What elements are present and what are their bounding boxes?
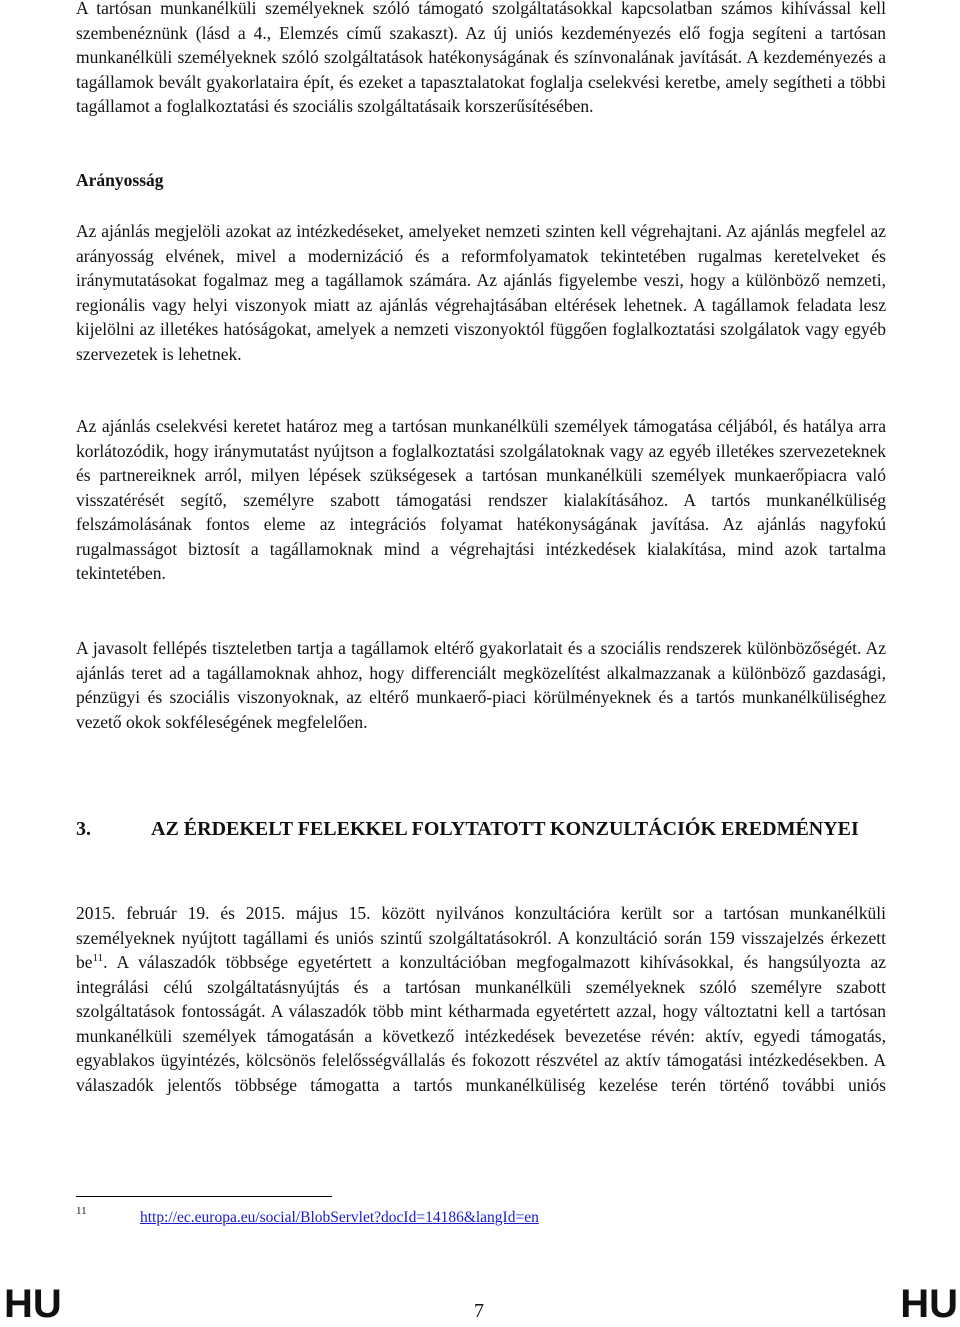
footnote-link[interactable]: http://ec.europa.eu/social/BlobServlet?docId=14186&langId=en <box>140 1209 539 1226</box>
footnote-number: 11 <box>76 1205 87 1217</box>
footnote-ref-11[interactable]: 11 <box>92 952 104 965</box>
page-number: 7 <box>474 1300 484 1322</box>
footnote-separator <box>76 1196 332 1197</box>
language-code-left: HU <box>4 1282 62 1326</box>
language-code-right: HU <box>900 1282 958 1326</box>
consultation-text-part2: . A válaszadók többsége egyetértett a konzultációban megfogalmazott kihívásokkal, és hangsúlyozta az integrálási célú szolgáltatásnyújtás és a tartósan munkanélküli személyeknek szóló személyre szabott szolgáltatások fontosságát. A válaszadók több mint kétharmada egyetértett azzal, hogy változtatni kell a tartósan munkanélküli személyek támogatásán a következő intézkedések bevezetése révén: aktív, egyedi támogatás, egyablakos ügyintézés, kölcsönös felelősségvállalás és fokozott részvétel az aktív támogatási intézkedésekben. A válaszadók jelentős többsége támogatta a tartós munkanélküliség kezelése terén történő további uniós <box>76 952 886 1095</box>
heading-aranyossag: Arányosság <box>76 170 164 190</box>
consultation-text-part1: 2015. február 19. és 2015. május 15. között nyilvános konzultációra került sor a tartósan munkanélküli személyeknek nyújtott tagállami és uniós szintű szolgáltatásokról. A konzultáció során 159 visszajelzés érkezett be <box>76 903 886 972</box>
section-number: 3. <box>76 818 91 840</box>
paragraph-intro: A tartósan munkanélküli személyeknek szóló támogató szolgáltatásokkal kapcsolatban számos kihívással kell szembenéznünk (lásd a 4., Elemzés című szakaszt). Az új uniós kezdeményezés elő fogja segíteni a tartósan munkanélküli személyeknek szóló szolgáltatások hatékonyságának és színvonalának javítását. A kezdeményezés a tagállamok bevált gyakorlataira épít, és ezeket a tapasztalatokat foglalja cselekvési keretbe, amely segítheti a többi tagállamot a foglalkoztatási és szociális szolgáltatásaik korszerűsítésében. <box>76 0 886 116</box>
paragraph-action-framework: Az ajánlás cselekvési keretet határoz meg a tartósan munkanélküli személyek támogatása céljából, és hatálya arra korlátozódik, hogy iránymutatást nyújtson a foglalkoztatási szolgálatoknak vagy az egyéb illetékes szervezeteknek és partnereiknek arról, milyen lépések szükségesek a tartósan munkanélküli személyek munkaerőpiacra való visszatérését segítő, személyre szabott támogatási rendszer kialakításához. A tartós munkanélküliség felszámolásának fontos eleme az integrációs folyamat hatékonyságának javítása. Az ajánlás nagyfokú rugalmasságot biztosít a tagállamoknak mind a végrehajtási intézkedések kialakítása, mind azok tartalma tekintetében. <box>76 416 886 583</box>
paragraph-consultation-results <box>76 901 886 1097</box>
paragraph-member-state-practices: A javasolt fellépés tiszteletben tartja a tagállamok eltérő gyakorlatait és a szociális rendszerek különbözőségét. Az ajánlás teret ad a tagállamoknak ahhoz, hogy differenciált megközelítést alkalmazzanak a különböző gazdasági, pénzügyi és szociális viszonyoknak, az eltérő munkaerő-piaci körülményeknek és a tartós munkanélküliséghez vezető okok sokféleségének megfelelően. <box>76 638 886 732</box>
section-heading-3 <box>76 816 886 842</box>
paragraph-proportionality: Az ajánlás megjelöli azokat az intézkedéseket, amelyeket nemzeti szinten kell végrehajtani. Az ajánlás megfelel az arányosság elvének, mivel a modernizáció és a reformfolyamatok tekintetében rugalmas keretelveket és iránymutatásokat fogalmaz meg a tagállamok számára. Az ajánlás figyelembe veszi, hogy a különböző nemzeti, regionális vagy helyi viszonyok miatt az ajánlás végrehajtásában eltérések lehetnek. A tagállamok feladata lesz kijelölni az illetékes hatóságokat, amelyek a nemzeti viszonyoktól függően foglalkoztatási szolgálatok vagy egyéb szervezetek is lehetnek. <box>76 221 886 364</box>
section-title: AZ ÉRDEKELT FELEKKEL FOLYTATOTT KONZULTÁCIÓK EREDMÉNYEI <box>151 818 859 840</box>
